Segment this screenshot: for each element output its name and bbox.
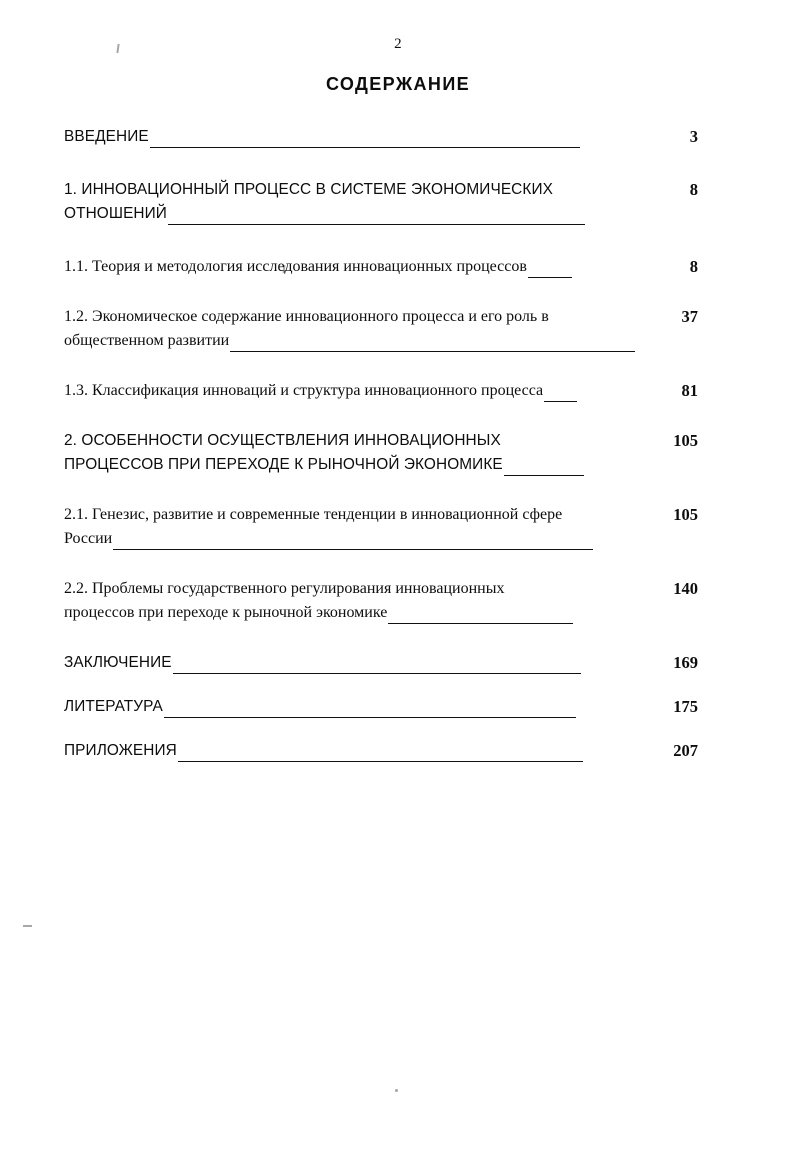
toc-entry-line-text: 1.1. Теория и методология исследования инновационных процессов [64,258,527,275]
toc-entry-page-number: 105 [673,505,698,524]
toc-entry-introduction[interactable] [64,126,698,148]
toc-entry-label [64,652,640,674]
toc-entry-page-number: 81 [681,381,698,400]
toc-entry-section-2-2[interactable] [64,578,698,624]
toc-entry-line [64,652,640,674]
toc-entry-conclusion[interactable] [64,652,698,674]
toc-entry-line-text: ОТНОШЕНИЙ [64,205,167,222]
toc-entry-line [64,126,640,148]
toc-entry-line [64,504,640,526]
toc-entry-line [64,578,640,600]
toc-entry-line [64,602,640,624]
toc-entry-line-text: 2.2. Проблемы государственного регулирования инновационных [64,580,505,597]
toc-entry-references[interactable] [64,696,698,718]
toc-leader-line [544,386,577,402]
toc-entry-page-number: 105 [673,431,698,450]
toc-leader-line [168,209,585,225]
toc-leader-line [230,336,635,352]
toc-entry-label [64,306,640,352]
toc-entry-chapter-2[interactable] [64,430,698,476]
toc-entry-line [64,454,640,476]
toc-entry-page-number: 140 [673,579,698,598]
toc-entry-line [64,380,640,402]
toc-entry-page-number: 207 [673,741,698,760]
toc-entry-line-text: общественном развитии [64,332,230,349]
toc-entry-page-number: 37 [681,307,698,326]
toc-entry-page-number: 175 [673,697,698,716]
toc-entry-label [64,578,640,624]
page-number: 2 [394,36,402,52]
toc-entry-page-number: 3 [689,127,698,146]
toc-entry-label [64,380,640,402]
scan-speck [23,925,32,927]
toc-entry-line-text: ПРОЦЕССОВ ПРИ ПЕРЕХОДЕ К РЫНОЧНОЙ ЭКОНОМИКЕ [64,456,503,473]
toc-leader-line [173,658,581,674]
toc-entry-section-2-1[interactable] [64,504,698,550]
toc-entry-line-text: ВВЕДЕНИЕ [64,128,149,145]
toc-entry-line [64,203,640,225]
toc-entry-section-1-1[interactable] [64,256,698,278]
toc-leader-line [504,460,584,476]
scan-speck [395,1089,398,1092]
toc-entry-label [64,126,640,148]
toc-entry-chapter-1[interactable] [64,179,698,225]
toc-entry-section-1-3[interactable] [64,380,698,402]
toc-entry-line-text: 1. ИННОВАЦИОННЫЙ ПРОЦЕСС В СИСТЕМЕ ЭКОНОМИЧЕСКИХ [64,181,553,198]
toc-entry-line [64,430,640,452]
toc-entry-label [64,740,640,762]
toc-entry-line-text: 2.1. Генезис, развитие и современные тенденции в инновационной сфере [64,506,563,523]
toc-entry-line [64,330,640,352]
toc-entry-line [64,696,640,718]
toc-leader-line [113,534,593,550]
toc-entry-line [64,528,640,550]
toc-entry-section-1-2[interactable] [64,306,698,352]
toc-entry-label [64,504,640,550]
toc-entry-label [64,256,640,278]
toc-entry-line [64,740,640,762]
toc-entry-line-text: 1.2. Экономическое содержание инновационного процесса и его роль в [64,308,549,325]
toc-entry-line-text: ПРИЛОЖЕНИЯ [64,742,177,759]
table-of-contents [64,126,698,784]
toc-entry-page-number: 8 [689,180,698,199]
toc-entry-page-number: 8 [689,257,698,276]
toc-entry-line-text: ЛИТЕРАТУРА [64,698,163,715]
toc-leader-line [178,746,583,762]
toc-leader-line [164,702,576,718]
toc-leader-line [150,132,580,148]
toc-leader-line [528,262,572,278]
toc-entry-label [64,696,640,718]
toc-entry-line [64,256,640,278]
toc-entry-line-text: ЗАКЛЮЧЕНИЕ [64,654,172,671]
toc-entry-page-number: 169 [673,653,698,672]
toc-entry-line-text: процессов при переходе к рыночной экономике [64,604,388,621]
toc-entry-line-text: России [64,530,113,547]
toc-leader-line [388,608,573,624]
toc-entry-label [64,430,640,476]
toc-entry-line [64,179,640,201]
toc-entry-line-text: 2. ОСОБЕННОСТИ ОСУЩЕСТВЛЕНИЯ ИННОВАЦИОННЫХ [64,432,501,449]
toc-entry-appendices[interactable] [64,740,698,762]
toc-entry-line-text: 1.3. Классификация инноваций и структура инновационного процесса [64,382,544,399]
toc-entry-label [64,179,640,225]
page-title: СОДЕРЖАНИЕ [325,74,471,94]
toc-entry-line [64,306,640,328]
